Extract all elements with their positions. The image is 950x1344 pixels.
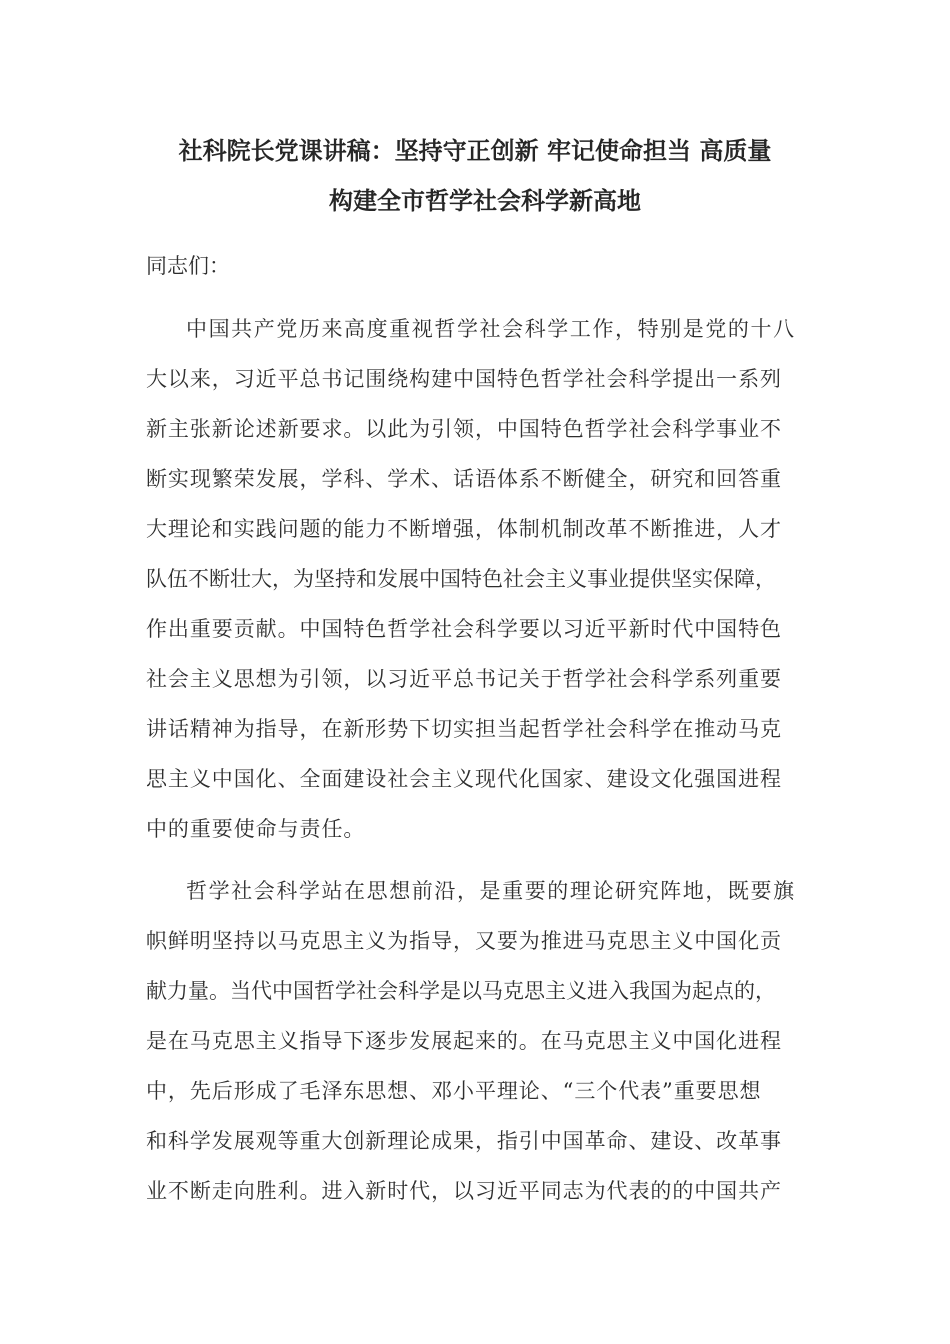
paragraph-line: 帜鲜明坚持以马克思主义为指导，又要为推进马克思主义中国化贡 (146, 929, 782, 953)
paragraph-line: 大以来，习近平总书记围绕构建中国特色哲学社会科学提出一系列 (146, 367, 782, 391)
paragraph-line: 献力量。当代中国哲学社会科学是以马克思主义进入我国为起点的， (146, 979, 776, 1003)
paragraph-line: 讲话精神为指导，在新形势下切实担当起哲学社会科学在推动马克 (146, 717, 782, 741)
paragraph-line: 社会主义思想为引领，以习近平总书记关于哲学社会科学系列重要 (146, 667, 782, 691)
paragraph-line: 中国共产党历来高度重视哲学社会科学工作，特别是党的十八 (186, 317, 796, 341)
paragraph-line: 思主义中国化、全面建设社会主义现代化国家、建设文化强国进程 (146, 767, 782, 791)
paragraph-line: 作出重要贡献。中国特色哲学社会科学要以习近平新时代中国特色 (146, 617, 782, 641)
paragraph-line: 业不断走向胜利。进入新时代，以习近平同志为代表的的中国共产 (146, 1179, 782, 1203)
paragraph-line: 新主张新论述新要求。以此为引领，中国特色哲学社会科学事业不 (146, 417, 782, 441)
salutation: 同志们： (146, 254, 230, 278)
paragraph-line: 哲学社会科学站在思想前沿，是重要的理论研究阵地，既要旗 (186, 879, 796, 903)
paragraph-line: 中的重要使命与责任。 (146, 817, 366, 841)
paragraph-line: 中，先后形成了毛泽东思想、邓小平理论、“三个代表”重要思想 (146, 1079, 762, 1103)
paragraph-line: 和科学发展观等重大创新理论成果，指引中国革命、建设、改革事 (146, 1129, 782, 1153)
paragraph-line: 是在马克思主义指导下逐步发展起来的。在马克思主义中国化进程 (146, 1029, 782, 1053)
document-title-line-2: 构建全市哲学社会科学新高地 (329, 187, 641, 215)
paragraph-line: 断实现繁荣发展，学科、学术、话语体系不断健全，研究和回答重 (146, 467, 782, 491)
document-title-line-1: 社科院长党课讲稿：坚持守正创新 牢记使命担当 高质量 (178, 137, 772, 165)
paragraph-line: 队伍不断壮大，为坚持和发展中国特色社会主义事业提供坚实保障， (146, 567, 776, 591)
paragraph-line: 大理论和实践问题的能力不断增强，体制机制改革不断推进，人才 (146, 517, 782, 541)
